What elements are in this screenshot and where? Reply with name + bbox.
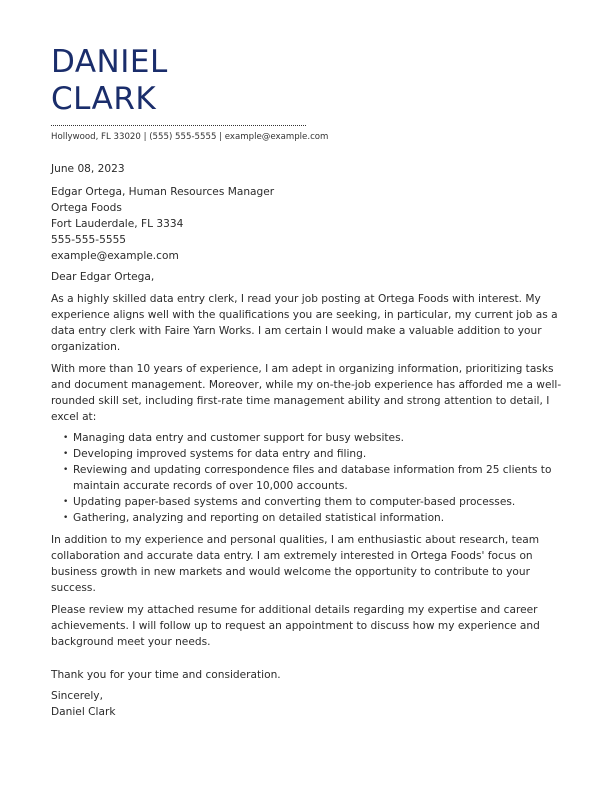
- bullet-icon: •: [63, 513, 69, 523]
- bullet-icon: •: [63, 449, 69, 459]
- skills-list: [63, 430, 571, 526]
- paragraph-experience: With more than 10 years of experience, I am adept in organizing information, prioritizing tasks and document management. Moreover, while my on-the-job experience has afforded me a well-rounded skill set, including first-rate time management ability and strong attention to detail, I excel at:: [51, 363, 562, 423]
- letterhead: [51, 44, 571, 143]
- list-item: [63, 446, 571, 462]
- signoff: Sincerely,: [51, 690, 103, 702]
- salutation: Dear Edgar Ortega,: [51, 271, 155, 283]
- letter-body: [51, 161, 571, 720]
- contact-line: Hollywood, FL 33020 | (555) 555-5555 | example@example.com: [51, 132, 329, 142]
- signature-name: Daniel Clark: [51, 706, 116, 718]
- recipient-city: Fort Lauderdale, FL 3334: [51, 218, 184, 230]
- letter-date: June 08, 2023: [51, 163, 125, 175]
- list-item: [63, 430, 571, 446]
- list-item-text: Managing data entry and customer support for busy websites.: [73, 432, 404, 444]
- closing-line: Thank you for your time and consideration.: [51, 669, 281, 681]
- applicant-first-name: DANIEL: [51, 44, 168, 80]
- recipient-block: [51, 184, 571, 264]
- list-item-text: Reviewing and updating correspondence files and database information from 25 clients to maintain accurate records of over 10,000 accounts.: [73, 464, 552, 492]
- bullet-icon: •: [63, 497, 69, 507]
- recipient-company: Ortega Foods: [51, 202, 122, 214]
- cover-letter-page: [51, 44, 571, 720]
- bullet-icon: •: [63, 465, 69, 475]
- recipient-name-title: Edgar Ortega, Human Resources Manager: [51, 186, 275, 198]
- list-item: [63, 510, 571, 526]
- list-item-text: Updating paper-based systems and converting them to computer-based processes.: [73, 496, 516, 508]
- paragraph-follow-up: Please review my attached resume for additional details regarding my expertise and career achievements. I will follow up to request an appointment to discuss how my experience and background meet your needs.: [51, 604, 540, 648]
- dotted-divider: [51, 125, 306, 126]
- list-item-text: Gathering, analyzing and reporting on detailed statistical information.: [73, 512, 445, 524]
- paragraph-intro: As a highly skilled data entry clerk, I read your job posting at Ortega Foods with interest. My experience aligns well with the qualifications you are seeking, in particular, my current job as a data entry clerk with Faire Yarn Works. I am certain I would make a valuable addition to your organization.: [51, 293, 558, 353]
- recipient-phone: 555-555-5555: [51, 234, 127, 246]
- list-item-text: Developing improved systems for data entry and filing.: [73, 448, 367, 460]
- paragraph-interest: In addition to my experience and personal qualities, I am enthusiastic about research, team collaboration and accurate data entry. I am extremely interested in Ortega Foods' focus on business growth in new markets and would welcome the opportunity to contribute to your success.: [51, 534, 540, 594]
- applicant-last-name: CLARK: [51, 81, 157, 117]
- list-item: [63, 462, 571, 494]
- bullet-icon: •: [63, 433, 69, 443]
- list-item: [63, 494, 571, 510]
- recipient-email: example@example.com: [51, 250, 179, 262]
